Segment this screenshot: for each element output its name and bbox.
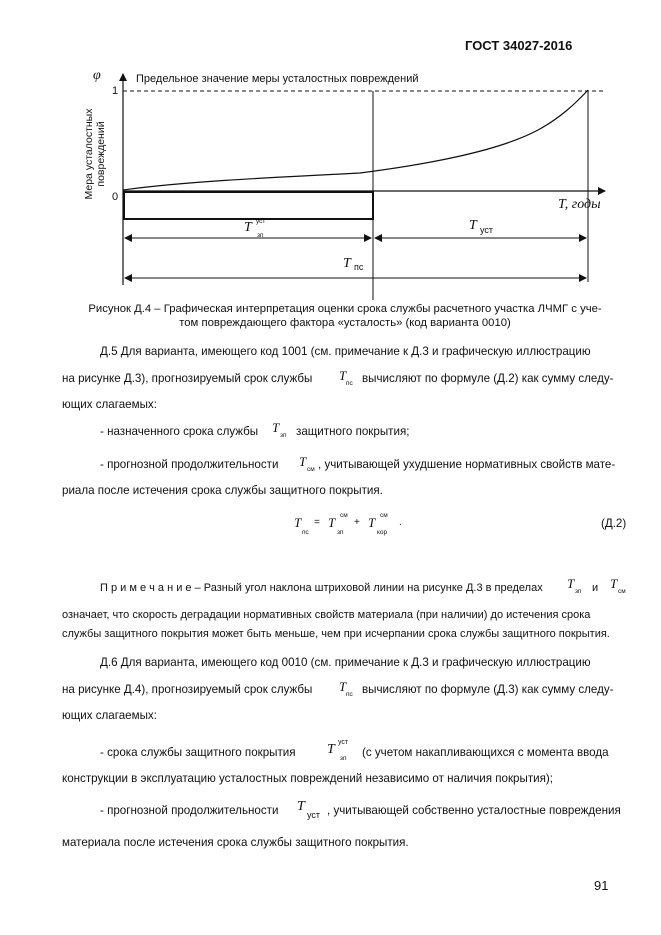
d6-bullet2c: материала после истечения срока службы защитного покрытия. bbox=[62, 836, 409, 849]
label-t-fatigue: T уст bbox=[469, 218, 494, 235]
d6-bullet2b: , учитывающей собственно усталостные повреждения bbox=[327, 804, 621, 817]
d5-line2a: на рисунке Д.3), прогнозируемый срок службы bbox=[62, 372, 313, 385]
document-header: ГОСТ 34027-2016 bbox=[465, 38, 573, 53]
note-and: и bbox=[592, 582, 599, 594]
coating-bar bbox=[124, 192, 373, 219]
d6-line2b: вычисляют по формуле (Д.3) как сумму следу- bbox=[362, 683, 614, 696]
formula-number: (Д.2) bbox=[601, 517, 627, 530]
note-line1a: П р и м е ч а н и е – Разный угол наклона штриховой линии на рисунке Д.3 в пределах bbox=[100, 582, 543, 594]
label-t-coating: T уст зп bbox=[244, 218, 266, 239]
symbol-t-zp: T зп bbox=[272, 420, 287, 439]
damage-curve bbox=[123, 90, 588, 190]
d6-line2a: на рисунке Д.4), прогнозируемый срок службы bbox=[62, 683, 313, 696]
symbol-d6-t-zp-uct: T уст зп bbox=[327, 739, 349, 762]
phi-symbol: φ bbox=[93, 68, 101, 83]
d5-line3: ющих слагаемых: bbox=[62, 398, 157, 411]
figure-caption-line1: Рисунок Д.4 – Графическая интерпретация оценки срока службы расчетного участка ЛЧМГ с уче- bbox=[88, 303, 602, 315]
d5-line1: Д.5 Для варианта, имеющего код 1001 (см. примечание к Д.3 и графическую иллюстрацию bbox=[100, 345, 591, 358]
symbol-d6-t-pc: T пс bbox=[339, 679, 353, 698]
symbol-note-t-zp: T зп bbox=[567, 576, 582, 595]
d6-bullet1c: конструкции в эксплуатацию усталостных повреждений независимо от наличия покрытия); bbox=[62, 772, 553, 785]
d6-bullet1b: (с учетом накапливающихся с момента ввода bbox=[362, 746, 609, 759]
y-axis-label: Мера усталостных повреждений bbox=[83, 108, 107, 200]
d6-bullet1a: - срока службы защитного покрытия bbox=[100, 746, 296, 759]
symbol-t-sm: T см bbox=[299, 454, 315, 473]
formula-d2: T пс = T см зп + T см кор . bbox=[294, 512, 402, 536]
d6-bullet2a: - прогнозной продолжительности bbox=[100, 804, 279, 817]
d5-bullet1a: - назначенного срока службы bbox=[100, 425, 259, 438]
page-number: 91 bbox=[594, 878, 609, 893]
symbol-note-t-sm: T см bbox=[610, 576, 626, 595]
note-line2: означает, что скорость деградации нормативных свойств материала (при наличии) до истечения срока bbox=[62, 609, 591, 621]
d5-bullet2a: - прогнозной продолжительности bbox=[100, 458, 279, 471]
d5-line2b: вычисляют по формуле (Д.2) как сумму следу- bbox=[362, 372, 614, 385]
x-axis-label: T, годы bbox=[558, 197, 601, 212]
label-t-total: T пс bbox=[343, 256, 364, 272]
y-tick-zero: 0 bbox=[112, 191, 119, 203]
y-tick-one: 1 bbox=[112, 85, 119, 97]
note-line3: службы защитного покрытия может быть меньше, чем при исчерпании срока службы защитного покрытия. bbox=[62, 628, 610, 640]
figure-caption-line2: том повреждающего фактора «усталость» (код варианта 0010) bbox=[179, 317, 511, 329]
d5-bullet2c: риала после истечения срока службы защитного покрытия. bbox=[62, 484, 383, 497]
d6-line1: Д.6 Для варианта, имеющего код 0010 (см. примечание к Д.3 и графическую иллюстрацию bbox=[100, 656, 591, 669]
d5-bullet1b: защитного покрытия; bbox=[296, 425, 410, 438]
limit-label: Предельное значение меры усталостных повреждений bbox=[136, 73, 419, 85]
d6-line3: ющих слагаемых: bbox=[62, 709, 157, 722]
symbol-d6-t-uct: T уст bbox=[297, 799, 321, 820]
symbol-t-pc: T пс bbox=[339, 368, 353, 387]
d5-bullet2b: , учитывающей ухудшение нормативных свойств мате- bbox=[318, 458, 616, 471]
